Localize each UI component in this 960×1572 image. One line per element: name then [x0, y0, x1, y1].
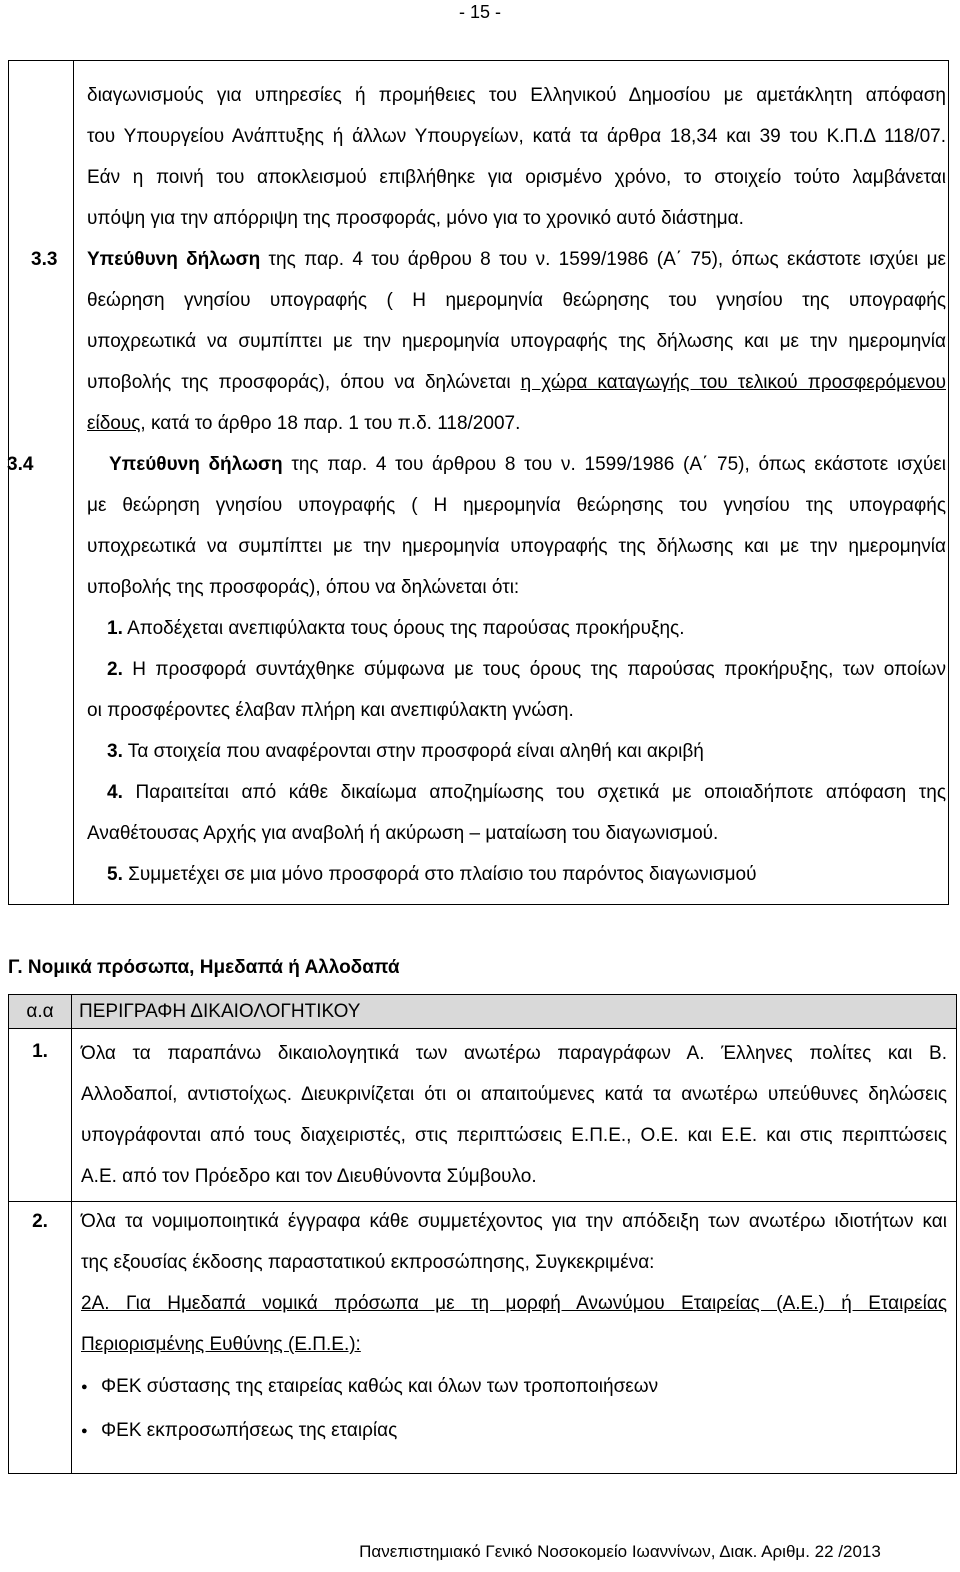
text-line: του Υπουργείου Ανάπτυξης ή άλλων Υπουργείων, κατά τα άρθρα 18,34 και 39 του Κ.Π.Δ 118/07. [87, 126, 946, 147]
text-line: της εξουσίας έκδοσης παραστατικού εκπροσώπησης, Συγκεκριμένα: [81, 1252, 655, 1273]
item-number-3-4: 3.4 [7, 454, 34, 475]
text-line [87, 403, 946, 444]
list-number: 5. [107, 864, 123, 885]
list-item [87, 649, 946, 690]
footer [0, 1540, 960, 1564]
column-divider [71, 995, 72, 1473]
text-line: Α.Ε. από τον Πρόεδρο και τον Διευθύνοντα Σύμβουλο. [81, 1166, 537, 1187]
intro-paragraph [87, 75, 946, 239]
text-span: , κατά το άρθρο 18 παρ. 1 του π.δ. 118/2007. [140, 413, 521, 434]
row-1-text [81, 1033, 947, 1197]
page-number: - 15 - [458, 2, 501, 22]
requirements-table-continued [8, 60, 949, 905]
legal-entities-table [8, 994, 957, 1474]
row-number: 1. [32, 1041, 48, 1062]
text-line: διαγωνισμούς για υπηρεσίες ή προμήθειες του Ελληνικού Δημοσίου με αμετάκλητη απόφαση [87, 85, 946, 106]
list-number: 1. [107, 618, 123, 639]
text-line: υποχρεωτικά να συμπίπτει με την ημερομηνία υπογραφής της δήλωσης και με την ημερομηνία [87, 536, 946, 557]
text-line: Εάν η ποινή του αποκλεισμού επιβλήθηκε για ορισμένο χρόνο, το στοιχείο τούτο λαμβάνεται [87, 167, 946, 188]
text-line [87, 239, 946, 280]
list-number: 2. [107, 659, 123, 680]
header-cell-number: α.α [26, 1001, 54, 1022]
text-line: με θεώρηση γνησίου υπογραφής ( Η ημερομηνία θεώρησης του γνησίου της υπογραφής [87, 495, 946, 516]
text-span: Παραιτείται από κάθε δικαίωμα αποζημίωσης του σχετικά με οποιαδήποτε απόφαση της [122, 782, 946, 803]
item-number-3-3: 3.3 [31, 249, 58, 270]
text-span: Η προσφορά συντάχθηκε σύμφωνα με τους όρους της παρούσας προκήρυξης, των οποίων [122, 659, 946, 680]
list-number: 4. [107, 782, 123, 803]
text-span: Συμμετέχει σε μια μόνο προσφορά στο πλαίσιο του παρόντος διαγωνισμού [122, 864, 757, 885]
paragraph-3-4 [87, 485, 946, 895]
subheading-line: 2Α. Για Ημεδαπά νομικά πρόσωπα με τη μορφή Ανωνύμου Εταιρείας (Α.Ε.) ή Εταιρείας [81, 1293, 947, 1314]
text-line: Όλα τα παραπάνω δικαιολογητικά των ανωτέρω παραγράφων Α. Έλληνες πολίτες και Β. [81, 1043, 947, 1064]
row-number: 2. [32, 1211, 48, 1232]
footer-text: Πανεπιστημιακό Γενικό Νοσοκομείο Ιωαννίνων, Διακ. Αριθμ. 22 /2013 [359, 1542, 881, 1561]
text-line: θεώρηση γνησίου υπογραφής ( Η ημερομηνία θεώρησης του γνησίου της υπογραφής [87, 290, 946, 311]
text-line: Όλα τα νομιμοποιητικά έγγραφα κάθε συμμετέχοντος για την απόδειξη των ανωτέρω ιδιοτήτων και [81, 1211, 947, 1232]
text-line: οι προσφέροντες έλαβαν πλήρη και ανεπιφύλακτη γνώση. [87, 700, 574, 721]
bold-term: Υπεύθυνη δήλωση [87, 249, 261, 270]
text-span: Τα στοιχεία που αναφέρονται στην προσφορά είναι αληθή και ακριβή [122, 741, 704, 762]
subheading-line: Περιορισμένης Ευθύνης (Ε.Π.Ε.): [81, 1334, 361, 1355]
text-span: της παρ. 4 του άρθρου 8 του ν. 1599/1986 (Α΄ 75), όπως εκάστοτε ισχύει με [260, 249, 946, 270]
column-divider [73, 61, 74, 904]
list-item [87, 731, 946, 772]
text-line: υποβολής της προσφοράς), όπου να δηλώνεται ότι: [87, 577, 520, 598]
text-line [87, 362, 946, 403]
bullet-item: ● ΦΕΚ σύστασης της εταιρείας καθώς και όλων των τροποποιήσεων [81, 1365, 947, 1409]
section-heading: Γ. Νομικά πρόσωπα, Ημεδαπά ή Αλλοδαπά [8, 957, 400, 978]
underlined-text: είδους [87, 413, 141, 434]
text-span: της παρ. 4 του άρθρου 8 του ν. 1599/1986 (Α΄ 75), όπως εκάστοτε ισχύει [282, 454, 946, 475]
table-header-row [9, 995, 956, 1029]
paragraph-3-3 [87, 239, 946, 444]
paragraph-3-4-first-line [109, 444, 946, 485]
list-number: 3. [107, 741, 123, 762]
text-line: υποχρεωτικά να συμπίπτει με την ημερομηνία υπογραφής της δήλωσης και με την ημερομηνία [87, 331, 946, 352]
text-line: υπογράφονται από τους διαχειριστές, στις περιπτώσεις Ε.Π.Ε., Ο.Ε. και Ε.Ε. και στις περιπτώσεις [81, 1125, 947, 1146]
text-line [109, 444, 946, 485]
list-item [87, 854, 946, 895]
list-item [87, 608, 946, 649]
row-2-text [81, 1201, 947, 1453]
bold-term: Υπεύθυνη δήλωση [109, 454, 283, 475]
header-cell-description: ΠΕΡΙΓΡΑΦΗ ΔΙΚΑΙΟΛΟΓΗΤΙΚΟΥ [79, 1001, 361, 1022]
text-line: Αναθέτουσας Αρχής για αναβολή ή ακύρωση – ματαίωση του διαγωνισμού. [87, 823, 719, 844]
text-line: Αλλοδαποί, αντιστοίχως. Διευκρινίζεται ότι οι απαιτούμενες κατά τα ανωτέρω υπεύθυνες δηλώσεις [81, 1084, 947, 1105]
text-span: υποβολής της προσφοράς), όπου να δηλώνεται [87, 372, 521, 393]
underlined-text: η χώρα καταγωγής του τελικού προσφερόμενου [520, 372, 946, 393]
text-span: Αποδέχεται ανεπιφύλακτα τους όρους της παρούσας προκήρυξης. [122, 618, 685, 639]
bullet-item: ● ΦΕΚ εκπροσωπήσεως της εταιρίας [81, 1409, 947, 1453]
text-line: υπόψη για την απόρριψη της προσφοράς, μόνο για το χρονικό αυτό διάστημα. [87, 208, 744, 229]
list-item [87, 772, 946, 813]
